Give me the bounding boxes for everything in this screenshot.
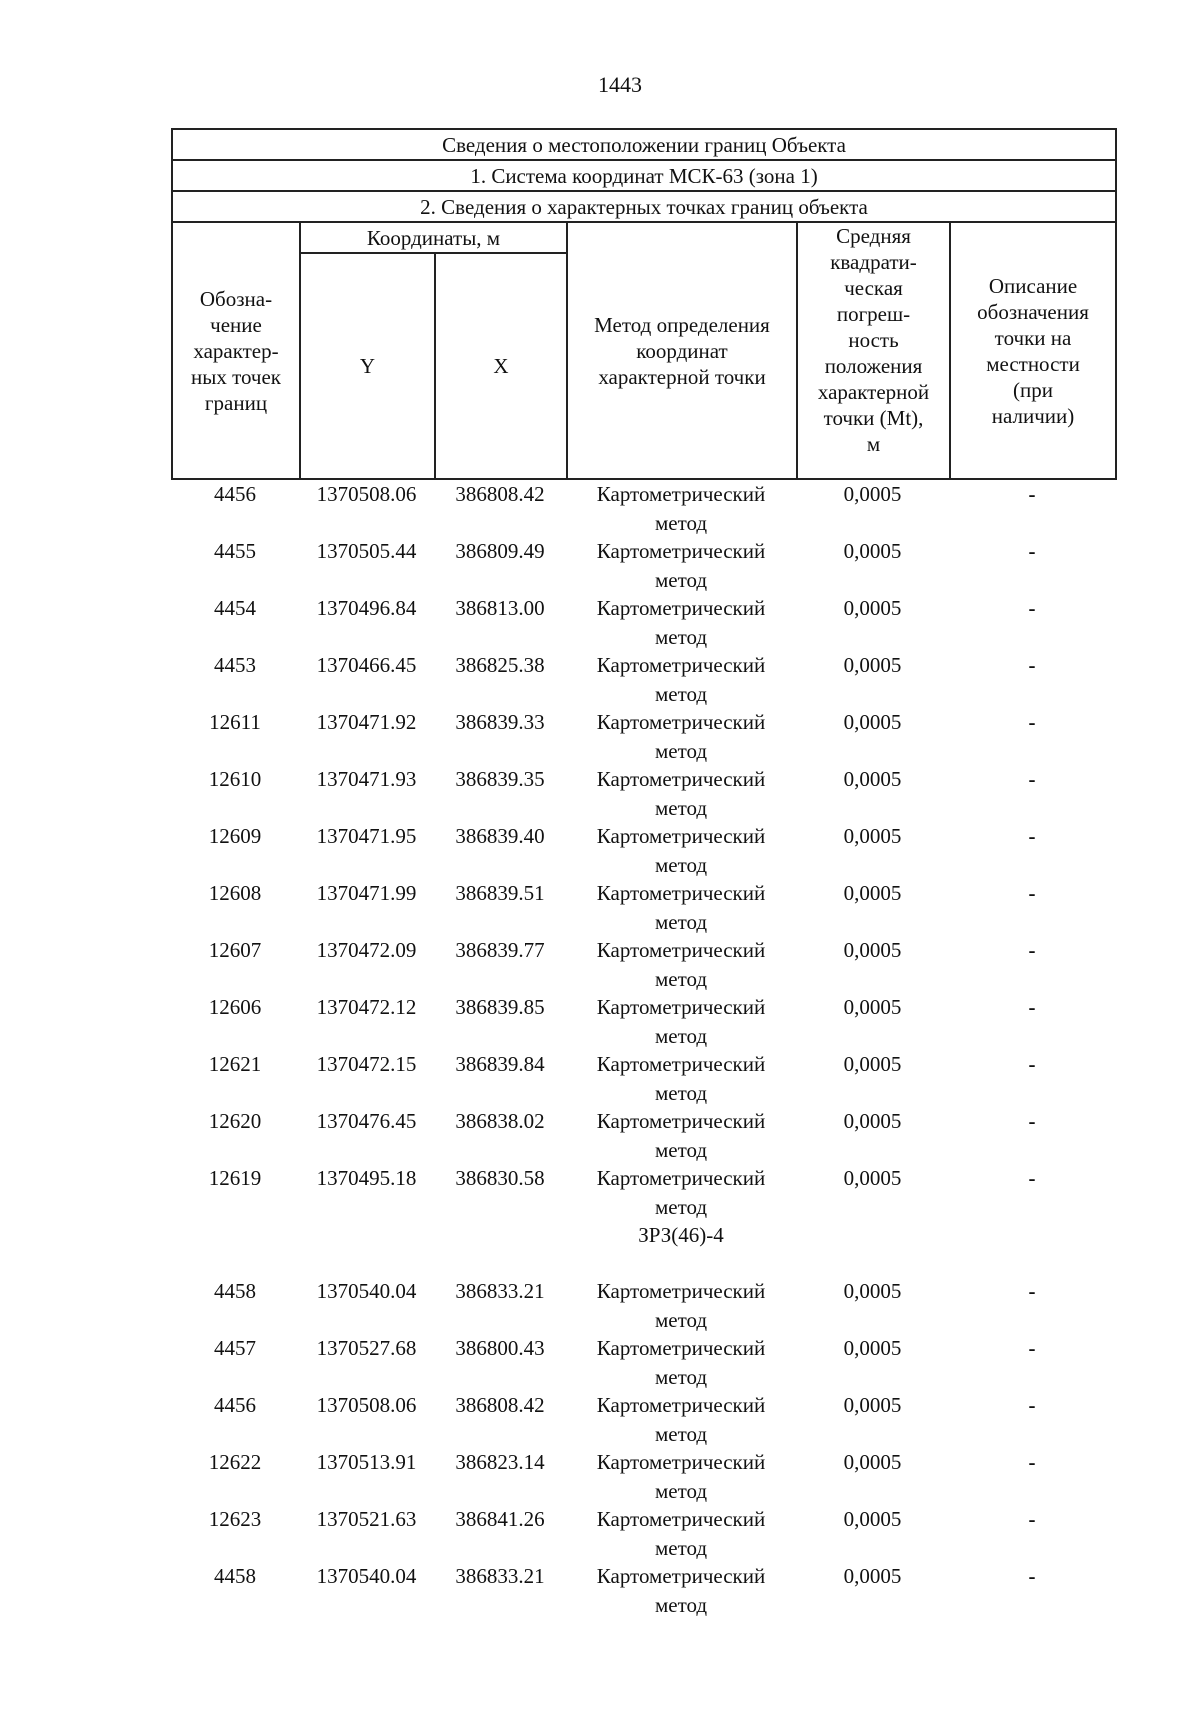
point-id: 4453 bbox=[214, 653, 256, 677]
points-table bbox=[171, 480, 1115, 1619]
point-description: - bbox=[1028, 1507, 1036, 1531]
coord-x: 386813.00 bbox=[455, 596, 545, 620]
point-description: - bbox=[1028, 539, 1036, 563]
coord-y: 1370508.06 bbox=[316, 482, 417, 506]
table-row bbox=[171, 708, 1115, 765]
mean-error: 0,0005 bbox=[843, 482, 902, 506]
point-description: - bbox=[1028, 482, 1036, 506]
col-method: Метод определения координат характерной точки bbox=[567, 222, 797, 479]
coord-y: 1370540.04 bbox=[316, 1564, 417, 1588]
point-description: - bbox=[1028, 1336, 1036, 1360]
coord-x: 386839.35 bbox=[455, 767, 545, 791]
page-number: 1443 bbox=[598, 72, 642, 97]
coord-y: 1370496.84 bbox=[316, 596, 417, 620]
coord-x: 386800.43 bbox=[455, 1336, 545, 1360]
col-error: Средняя квадрати- ческая погреш- ность положения характерной точки (Mt), м bbox=[797, 222, 950, 479]
method: Картометрический метод bbox=[596, 653, 766, 706]
point-id: 12620 bbox=[208, 1109, 262, 1133]
point-id: 12609 bbox=[208, 824, 262, 848]
col-x: X bbox=[435, 253, 567, 479]
mean-error: 0,0005 bbox=[843, 824, 902, 848]
point-description: - bbox=[1028, 767, 1036, 791]
point-description: - bbox=[1028, 938, 1036, 962]
coord-y: 1370521.63 bbox=[316, 1507, 417, 1531]
coord-x: 386808.42 bbox=[455, 1393, 545, 1417]
method: Картометрический метод bbox=[596, 824, 766, 877]
table-row bbox=[171, 1050, 1115, 1107]
coord-y: 1370471.95 bbox=[316, 824, 417, 848]
table-row bbox=[171, 993, 1115, 1050]
point-description: - bbox=[1028, 1052, 1036, 1076]
table-row bbox=[171, 480, 1115, 537]
point-id: 4455 bbox=[214, 539, 256, 563]
coord-x: 386809.49 bbox=[455, 539, 545, 563]
point-description: - bbox=[1028, 1109, 1036, 1133]
coord-x: 386839.85 bbox=[455, 995, 545, 1019]
mean-error: 0,0005 bbox=[843, 1336, 902, 1360]
table-row bbox=[171, 1448, 1115, 1505]
method: Картометрический метод bbox=[596, 1279, 766, 1332]
point-description: - bbox=[1028, 1564, 1036, 1588]
coord-x: 386838.02 bbox=[455, 1109, 545, 1133]
point-id: 4454 bbox=[214, 596, 256, 620]
col-description: Описание обозначения точки на местности (при наличии) bbox=[950, 222, 1116, 479]
method: Картометрический метод bbox=[596, 1052, 766, 1105]
method: Картометрический метод bbox=[596, 881, 766, 934]
mean-error: 0,0005 bbox=[843, 596, 902, 620]
point-description: - bbox=[1028, 995, 1036, 1019]
coord-y: 1370471.93 bbox=[316, 767, 417, 791]
mean-error: 0,0005 bbox=[843, 767, 902, 791]
coord-x: 386841.26 bbox=[455, 1507, 545, 1531]
method: Картометрический метод bbox=[596, 1336, 766, 1389]
mean-error: 0,0005 bbox=[843, 653, 902, 677]
point-id: 12622 bbox=[208, 1450, 262, 1474]
method: Картометрический метод bbox=[596, 539, 766, 592]
table-row bbox=[171, 1562, 1115, 1619]
point-id: 4456 bbox=[214, 1393, 256, 1417]
point-id: 12610 bbox=[208, 767, 262, 791]
coord-y: 1370472.15 bbox=[316, 1052, 417, 1076]
col-designation: Обозна- чение характер- ных точек границ bbox=[172, 222, 300, 479]
mean-error: 0,0005 bbox=[843, 938, 902, 962]
coord-y: 1370472.12 bbox=[316, 995, 417, 1019]
coord-y: 1370476.45 bbox=[316, 1109, 417, 1133]
mean-error: 0,0005 bbox=[843, 995, 902, 1019]
coord-x: 386833.21 bbox=[455, 1279, 545, 1303]
method: Картометрический метод bbox=[596, 995, 766, 1048]
table-title: Сведения о местоположении границ Объекта bbox=[172, 129, 1116, 160]
coord-x: 386839.40 bbox=[455, 824, 545, 848]
coord-y: 1370527.68 bbox=[316, 1336, 417, 1360]
method: Картометрический метод bbox=[596, 596, 766, 649]
table-row bbox=[171, 1277, 1115, 1334]
point-description: - bbox=[1028, 653, 1036, 677]
mean-error: 0,0005 bbox=[843, 1507, 902, 1531]
point-description: - bbox=[1028, 824, 1036, 848]
table-row bbox=[171, 1334, 1115, 1391]
col-y: Y bbox=[300, 253, 435, 479]
point-id: 4458 bbox=[214, 1564, 256, 1588]
coord-x: 386839.51 bbox=[455, 881, 545, 905]
mean-error: 0,0005 bbox=[843, 539, 902, 563]
points-section-title: 2. Сведения о характерных точках границ объекта bbox=[172, 191, 1116, 222]
point-description: - bbox=[1028, 1279, 1036, 1303]
table-row bbox=[171, 1505, 1115, 1562]
table-row bbox=[171, 594, 1115, 651]
mean-error: 0,0005 bbox=[843, 710, 902, 734]
point-id: 12611 bbox=[209, 710, 261, 734]
table-row bbox=[171, 936, 1115, 993]
mean-error: 0,0005 bbox=[843, 1450, 902, 1474]
coord-y: 1370495.18 bbox=[316, 1166, 417, 1190]
coord-y: 1370505.44 bbox=[316, 539, 417, 563]
coord-x: 386839.77 bbox=[455, 938, 545, 962]
table-row bbox=[171, 651, 1115, 708]
coord-y: 1370472.09 bbox=[316, 938, 417, 962]
point-id: 4457 bbox=[214, 1336, 256, 1360]
point-description: - bbox=[1028, 1393, 1036, 1417]
coord-x: 386839.84 bbox=[455, 1052, 545, 1076]
point-id: 12619 bbox=[208, 1166, 262, 1190]
coord-x: 386823.14 bbox=[455, 1450, 545, 1474]
method: Картометрический метод bbox=[596, 1507, 766, 1560]
coord-y: 1370508.06 bbox=[316, 1393, 417, 1417]
mean-error: 0,0005 bbox=[843, 1052, 902, 1076]
point-id: 12607 bbox=[208, 938, 262, 962]
section-row bbox=[171, 1221, 1115, 1277]
coord-y: 1370471.92 bbox=[316, 710, 417, 734]
coord-y: 1370466.45 bbox=[316, 653, 417, 677]
point-description: - bbox=[1028, 596, 1036, 620]
mean-error: 0,0005 bbox=[843, 1564, 902, 1588]
mean-error: 0,0005 bbox=[843, 1279, 902, 1303]
point-description: - bbox=[1028, 710, 1036, 734]
method: Картометрический метод bbox=[596, 1393, 766, 1446]
mean-error: 0,0005 bbox=[843, 881, 902, 905]
method: Картометрический метод bbox=[596, 710, 766, 763]
coord-x: 386839.33 bbox=[455, 710, 545, 734]
point-description: - bbox=[1028, 881, 1036, 905]
method: Картометрический метод bbox=[596, 938, 766, 991]
coord-y: 1370513.91 bbox=[316, 1450, 417, 1474]
table-row bbox=[171, 1107, 1115, 1164]
point-id: 12606 bbox=[208, 995, 262, 1019]
table-row bbox=[171, 537, 1115, 594]
coord-y: 1370471.99 bbox=[316, 881, 417, 905]
coord-x: 386833.21 bbox=[455, 1564, 545, 1588]
mean-error: 0,0005 bbox=[843, 1166, 902, 1190]
col-coordinates: Координаты, м bbox=[300, 222, 567, 253]
method: Картометрический метод bbox=[596, 1564, 766, 1617]
coord-x: 386808.42 bbox=[455, 482, 545, 506]
point-description: - bbox=[1028, 1166, 1036, 1190]
table-row bbox=[171, 822, 1115, 879]
point-id: 4458 bbox=[214, 1279, 256, 1303]
coord-y: 1370540.04 bbox=[316, 1279, 417, 1303]
table-row bbox=[171, 879, 1115, 936]
method: Картометрический метод bbox=[596, 1109, 766, 1162]
point-id: 12608 bbox=[208, 881, 262, 905]
method: Картометрический метод bbox=[596, 482, 766, 535]
method: Картометрический метод bbox=[596, 767, 766, 820]
point-id: 4456 bbox=[214, 482, 256, 506]
coord-x: 386825.38 bbox=[455, 653, 545, 677]
method: Картометрический метод bbox=[596, 1450, 766, 1503]
section-label: ЗРЗ(46)-4 bbox=[638, 1223, 724, 1247]
coord-x: 386830.58 bbox=[455, 1166, 545, 1190]
coordinate-system: 1. Система координат МСК-63 (зона 1) bbox=[172, 160, 1116, 191]
point-id: 12623 bbox=[208, 1507, 262, 1531]
table-row bbox=[171, 1391, 1115, 1448]
mean-error: 0,0005 bbox=[843, 1109, 902, 1133]
header-table bbox=[171, 128, 1117, 480]
point-description: - bbox=[1028, 1450, 1036, 1474]
table-row bbox=[171, 765, 1115, 822]
method: Картометрический метод bbox=[596, 1166, 766, 1219]
point-id: 12621 bbox=[208, 1052, 262, 1076]
mean-error: 0,0005 bbox=[843, 1393, 902, 1417]
table-row bbox=[171, 1164, 1115, 1221]
